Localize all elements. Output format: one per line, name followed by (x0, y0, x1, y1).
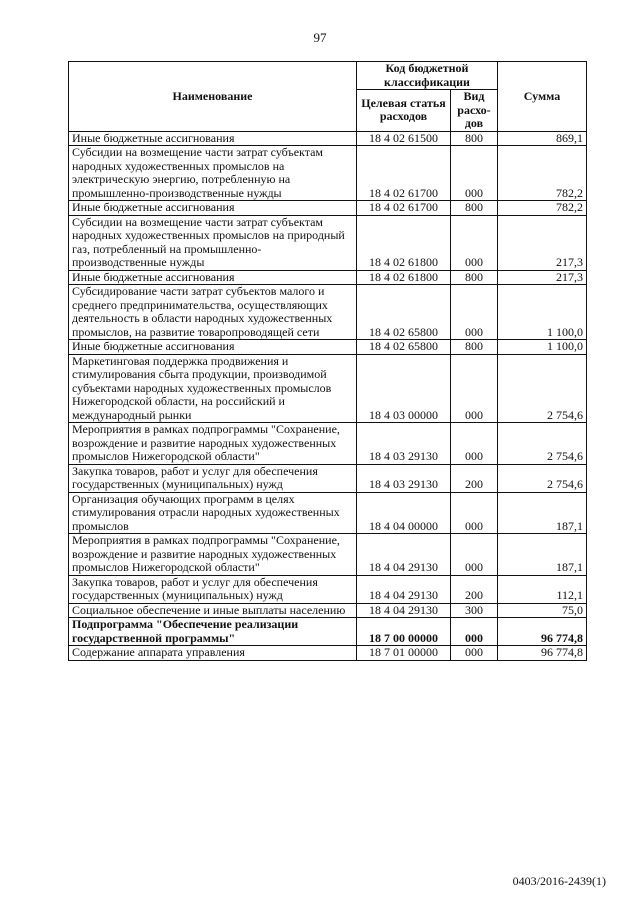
table-row (69, 423, 587, 465)
row-sum: 869,1 (498, 131, 587, 146)
table-row (69, 575, 587, 603)
row-name: Иные бюджетные ассигнования (69, 270, 357, 285)
table-row (69, 270, 587, 285)
table-row (69, 534, 587, 576)
table-row (69, 618, 587, 646)
page-number: 97 (313, 30, 327, 45)
row-type: 800 (451, 131, 498, 146)
row-type: 000 (451, 646, 498, 661)
row-name: Субсидирование части затрат субъектов малого и среднего предпринимательства, осуществляющих деятельность в области народных художественных промыслов, на развитие товаропроводящей сети (69, 285, 357, 340)
row-sum: 96 774,8 (498, 618, 587, 646)
row-sum: 217,3 (498, 215, 587, 270)
table-row (69, 340, 587, 355)
header-sum: Сумма (498, 62, 587, 132)
document-code: 0403/2016-2439(1) (512, 874, 606, 888)
row-type: 800 (451, 270, 498, 285)
row-code: 18 7 01 00000 (357, 646, 451, 661)
row-sum: 782,2 (498, 146, 587, 201)
row-name: Иные бюджетные ассигнования (69, 131, 357, 146)
row-code: 18 4 04 29130 (357, 575, 451, 603)
row-name: Субсидии на возмещение части затрат субъектам народных художественных промыслов на электрическую энергию, потребленную на промышленно-производственные нужды (69, 146, 357, 201)
row-sum: 112,1 (498, 575, 587, 603)
row-sum: 1 100,0 (498, 285, 587, 340)
row-type: 000 (451, 215, 498, 270)
header-code-group: Код бюджетной классификации (357, 62, 498, 90)
row-code: 18 4 02 61800 (357, 215, 451, 270)
row-type: 000 (451, 423, 498, 465)
header-type: Вид расхо-дов (451, 90, 498, 132)
row-name: Иные бюджетные ассигнования (69, 201, 357, 216)
table-row (69, 603, 587, 618)
row-type: 300 (451, 603, 498, 618)
table-row (69, 464, 587, 492)
row-sum: 96 774,8 (498, 646, 587, 661)
row-sum: 1 100,0 (498, 340, 587, 355)
row-name: Мероприятия в рамках подпрограммы "Сохранение, возрождение и развитие народных художественных промыслов Нижегородской области" (69, 423, 357, 465)
row-sum: 187,1 (498, 534, 587, 576)
row-code: 18 4 03 29130 (357, 423, 451, 465)
row-type: 200 (451, 464, 498, 492)
row-name: Подпрограмма "Обеспечение реализации государственной программы" (69, 618, 357, 646)
row-code: 18 4 04 29130 (357, 534, 451, 576)
table-row (69, 354, 587, 423)
row-type: 000 (451, 146, 498, 201)
row-name: Закупка товаров, работ и услуг для обеспечения государственных (муниципальных) нужд (69, 464, 357, 492)
row-name: Субсидии на возмещение части затрат субъектам народных художественных промыслов на природный газ, потребленный на промышленно-производственные нужды (69, 215, 357, 270)
row-sum: 187,1 (498, 492, 587, 534)
row-type: 800 (451, 340, 498, 355)
table-row (69, 131, 587, 146)
row-name: Социальное обеспечение и иные выплаты населению (69, 603, 357, 618)
table-row (69, 215, 587, 270)
row-code: 18 4 04 00000 (357, 492, 451, 534)
row-type: 800 (451, 201, 498, 216)
header-row (69, 62, 587, 90)
budget-table (68, 61, 587, 661)
row-code: 18 4 03 29130 (357, 464, 451, 492)
table-row (69, 146, 587, 201)
row-name: Содержание аппарата управления (69, 646, 357, 661)
row-type: 000 (451, 618, 498, 646)
row-sum: 2 754,6 (498, 464, 587, 492)
table-row (69, 646, 587, 661)
row-code: 18 4 02 65800 (357, 285, 451, 340)
header-target: Целевая статья расходов (357, 90, 451, 132)
row-name: Маркетинговая поддержка продвижения и стимулирования сбыта продукции, производимой субъектами народных художественных промыслов Нижегородской области, на российский и международный рынки (69, 354, 357, 423)
row-code: 18 4 03 00000 (357, 354, 451, 423)
row-sum: 217,3 (498, 270, 587, 285)
row-sum: 75,0 (498, 603, 587, 618)
row-name: Организация обучающих программ в целях стимулирования отрасли народных художественных промыслов (69, 492, 357, 534)
row-type: 000 (451, 285, 498, 340)
table-row (69, 285, 587, 340)
row-code: 18 4 02 61500 (357, 131, 451, 146)
table-row (69, 201, 587, 216)
row-code: 18 4 02 61700 (357, 201, 451, 216)
row-code: 18 7 00 00000 (357, 618, 451, 646)
row-name: Мероприятия в рамках подпрограммы "Сохранение, возрождение и развитие народных художественных промыслов Нижегородской области" (69, 534, 357, 576)
row-name: Закупка товаров, работ и услуг для обеспечения государственных (муниципальных) нужд (69, 575, 357, 603)
row-type: 000 (451, 492, 498, 534)
row-type: 000 (451, 534, 498, 576)
row-name: Иные бюджетные ассигнования (69, 340, 357, 355)
row-sum: 782,2 (498, 201, 587, 216)
table-row (69, 492, 587, 534)
row-type: 200 (451, 575, 498, 603)
row-sum: 2 754,6 (498, 423, 587, 465)
header-name: Наименование (69, 62, 357, 132)
row-code: 18 4 02 61800 (357, 270, 451, 285)
row-code: 18 4 04 29130 (357, 603, 451, 618)
row-type: 000 (451, 354, 498, 423)
row-code: 18 4 02 65800 (357, 340, 451, 355)
row-sum: 2 754,6 (498, 354, 587, 423)
row-code: 18 4 02 61700 (357, 146, 451, 201)
